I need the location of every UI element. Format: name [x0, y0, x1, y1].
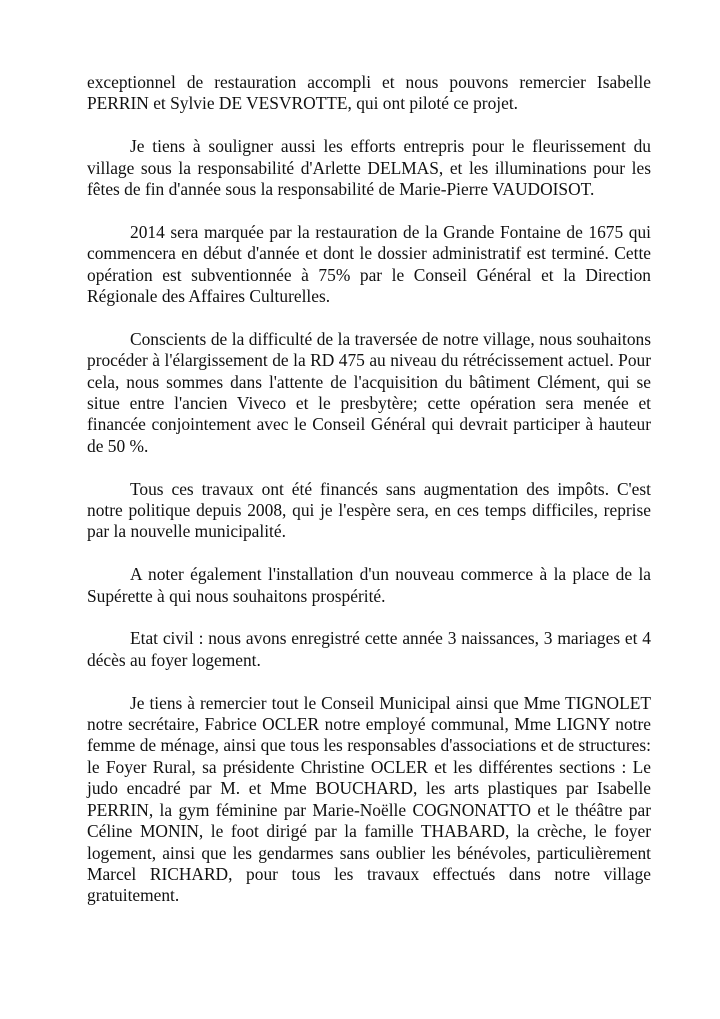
paragraph-restoration-thanks: exceptionnel de restauration accompli et nous pouvons remercier Isabelle PERRIN et Sylvie DE VESVROTTE, qui ont piloté ce projet.: [87, 72, 651, 114]
paragraph-taxes: Tous ces travaux ont été financés sans augmentation des impôts. C'est notre politique depuis 2008, qui je l'espère sera, en ces temps difficiles, reprise par la nouvelle municipalité.: [87, 478, 651, 542]
paragraph-rd475-widening: Conscients de la difficulté de la traversée de notre village, nous souhaitons procéder à l'élargissement de la RD 475 au niveau du rétrécissement actuel. Pour cela, nous sommes dans l'attente de l'acquisition du bâtiment Clément, qui se situe entre l'ancien Viveco et le presbytère; cette opération sera menée et financée conjointement avec le Conseil Général qui devrait participer à hauteur de 50 %.: [87, 328, 651, 456]
paragraph-grande-fontaine: 2014 sera marquée par la restauration de la Grande Fontaine de 1675 qui commencera en début d'année et dont le dossier administratif est terminé. Cette opération est subventionnée à 75% par le Conseil Général et la Direction Régionale des Affaires Culturelles.: [87, 221, 651, 307]
paragraph-acknowledgements: Je tiens à remercier tout le Conseil Municipal ainsi que Mme TIGNOLET notre secrétaire, Fabrice OCLER notre employé communal, Mme LIGNY notre femme de ménage, ainsi que tous les responsables d'associations et de structures: le Foyer Rural, sa présidente Christine OCLER et les différentes sections : Le judo encadré par M. et Mme BOUCHARD, les arts plastiques par Isabelle PERRIN, la gym féminine par Marie-Noëlle COGNONATTO et le théâtre par Céline MONIN, le foot dirigé par la famille THABARD, la crèche, le foyer logement, ainsi que les gendarmes sans oublier les bénévoles, particulièrement Marcel RICHARD, pour tous les travaux effectués dans notre village gratuitement.: [87, 692, 651, 906]
paragraph-flowering-illuminations: Je tiens à souligner aussi les efforts entrepris pour le fleurissement du village sous la responsabilité d'Arlette DELMAS, et les illuminations pour les fêtes de fin d'année sous la responsabilité de Marie-Pierre VAUDOISOT.: [87, 136, 651, 200]
paragraph-new-shop: A noter également l'installation d'un nouveau commerce à la place de la Supérette à qui nous souhaitons prospérité.: [87, 564, 651, 606]
document-page: [87, 72, 651, 928]
paragraph-civil-status: Etat civil : nous avons enregistré cette année 3 naissances, 3 mariages et 4 décès au foyer logement.: [87, 628, 651, 670]
